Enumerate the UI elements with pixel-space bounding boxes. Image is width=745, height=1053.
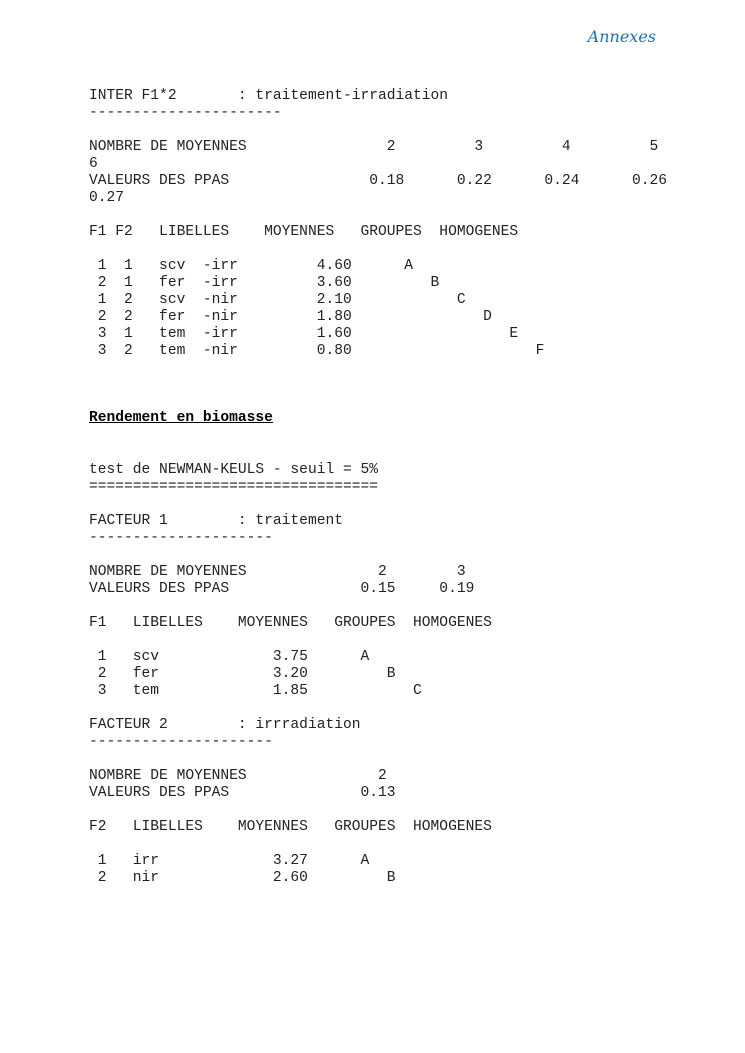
interaction-nombre-wrap: 6 xyxy=(89,156,98,172)
facteur1-underline: --------------------- xyxy=(89,530,273,546)
interaction-columns: F1 F2 LIBELLES MOYENNES GROUPES HOMOGENES xyxy=(89,224,519,240)
interaction-ppas: VALEURS DES PPAS 0.18 0.22 0.24 0.26 xyxy=(89,173,668,189)
interaction-title: INTER F1*2 : traitement-irradiation xyxy=(89,88,449,104)
facteur1-title: FACTEUR 1 : traitement xyxy=(89,513,343,529)
table-row: 3 tem 1.85 C xyxy=(89,683,422,699)
facteur1-columns: F1 LIBELLES MOYENNES GROUPES HOMOGENES xyxy=(89,615,492,631)
section-heading: Rendement en biomasse xyxy=(89,410,273,426)
facteur1-nombre-moyennes: NOMBRE DE MOYENNES 2 3 xyxy=(89,564,466,580)
facteur2-nombre-moyennes: NOMBRE DE MOYENNES 2 xyxy=(89,768,387,784)
annexes-header: Annexes xyxy=(587,27,656,46)
table-row: 2 1 fer -irr 3.60 B xyxy=(89,275,440,291)
test-underline: ================================= xyxy=(89,479,379,495)
facteur2-underline: --------------------- xyxy=(89,734,273,750)
interaction-ppas-wrap: 0.27 xyxy=(89,190,125,206)
interaction-underline: ---------------------- xyxy=(89,105,282,121)
table-row: 1 irr 3.27 A xyxy=(89,853,370,869)
table-row: 2 fer 3.20 B xyxy=(89,666,396,682)
table-row: 1 scv 3.75 A xyxy=(89,649,370,665)
facteur2-ppas: VALEURS DES PPAS 0.13 xyxy=(89,785,396,801)
test-title: test de NEWMAN-KEULS - seuil = 5% xyxy=(89,462,379,478)
table-row: 1 1 scv -irr 4.60 A xyxy=(89,258,414,274)
table-row: 3 1 tem -irr 1.60 E xyxy=(89,326,519,342)
facteur1-ppas: VALEURS DES PPAS 0.15 0.19 xyxy=(89,581,475,597)
table-row: 2 nir 2.60 B xyxy=(89,870,396,886)
table-row: 3 2 tem -nir 0.80 F xyxy=(89,343,545,359)
interaction-nombre-moyennes: NOMBRE DE MOYENNES 2 3 4 5 xyxy=(89,139,659,155)
table-row: 2 2 fer -nir 1.80 D xyxy=(89,309,492,325)
facteur2-columns: F2 LIBELLES MOYENNES GROUPES HOMOGENES xyxy=(89,819,492,835)
facteur2-title: FACTEUR 2 : irrradiation xyxy=(89,717,361,733)
table-row: 1 2 scv -nir 2.10 C xyxy=(89,292,466,308)
